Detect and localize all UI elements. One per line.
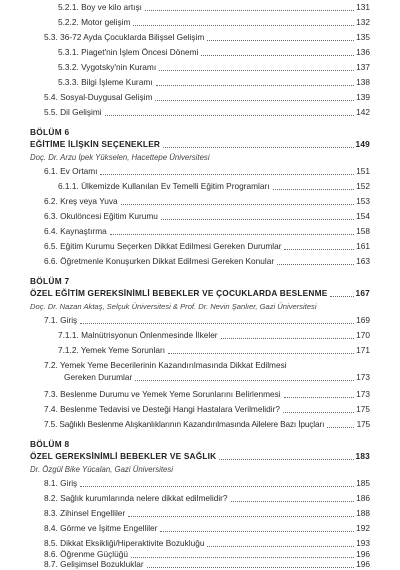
leader-dots: [155, 100, 354, 101]
leader-dots: [231, 501, 354, 502]
entry-page: 136: [356, 47, 370, 57]
entry-title: 8.1. Giriş: [44, 478, 78, 488]
toc-entry[interactable]: [44, 226, 370, 237]
leader-dots: [161, 219, 354, 220]
chapter-label: BÖLÜM 8: [30, 439, 70, 449]
leader-dots: [80, 323, 354, 324]
entry-title: 8.4. Görme ve İşitme Engelliler: [44, 523, 158, 533]
entry-page: 135: [356, 32, 370, 42]
toc-entry[interactable]: [64, 372, 370, 383]
leader-dots: [207, 546, 354, 547]
entry-page: 173: [356, 389, 370, 399]
leader-dots: [201, 55, 354, 56]
chapter-label: BÖLÜM 6: [30, 127, 70, 137]
leader-dots: [145, 10, 354, 11]
toc-entry[interactable]: [44, 241, 370, 252]
leader-dots: [168, 353, 354, 354]
leader-dots: [121, 204, 354, 205]
toc-entry[interactable]: [58, 77, 370, 88]
entry-page: 152: [356, 181, 370, 191]
entry-title: 6.1. Ev Ortamı: [44, 166, 98, 176]
leader-dots: [327, 427, 354, 428]
chapter-page: 149: [355, 139, 370, 149]
entry-title: 7.4. Beslenme Tedavisi ve Desteği Hangi Hastalara Verilmelidir?: [44, 404, 280, 414]
leader-dots: [135, 380, 354, 381]
leader-dots: [110, 234, 354, 235]
entry-page: 132: [356, 17, 370, 27]
entry-title: 8.6. Öğrenme Güçlüğü: [44, 549, 128, 559]
toc-entry[interactable]: [44, 538, 370, 549]
leader-dots: [284, 249, 354, 250]
chapter-title[interactable]: [30, 451, 370, 462]
leader-dots: [147, 567, 354, 568]
entry-title: 8.3. Zihinsel Engelliler: [44, 508, 126, 518]
toc-entry[interactable]: [44, 478, 370, 489]
entry-page: 171: [356, 345, 370, 355]
toc-entry[interactable]: [58, 181, 370, 192]
leader-dots: [128, 516, 354, 517]
entry-title: 6.3. Okulöncesi Eğitim Kurumu: [44, 211, 158, 221]
entry-title: 5.2.1. Boy ve kilo artışı: [58, 2, 142, 12]
entry-title: 5.3. 36-72 Ayda Çocuklarda Bilişsel Gelişim: [44, 32, 205, 42]
toc-entry[interactable]: [44, 404, 370, 415]
entry-title: 6.1.1. Ülkemizde Kullanılan Ev Temelli Eğitim Programları: [58, 181, 270, 191]
entry-title: 6.5. Eğitim Kurumu Seçerken Dikkat Edilmesi Gereken Durumlar: [44, 241, 282, 251]
toc-entry[interactable]: [44, 196, 370, 207]
entry-title: 5.3.3. Bilgi İşleme Kuramı: [58, 77, 153, 87]
entry-title: Gereken Durumlar: [64, 372, 133, 382]
entry-page: 192: [356, 523, 370, 533]
entry-page: 186: [356, 493, 370, 503]
entry-page: 196: [356, 549, 370, 559]
entry-page: 139: [356, 92, 370, 102]
entry-page: 196: [356, 559, 370, 569]
toc-entry[interactable]: [58, 62, 370, 73]
entry-title: 5.3.2. Vygotsky'nin Kuramı: [58, 62, 157, 72]
entry-title: 5.3.1. Piaget'nin İşlem Öncesi Dönemi: [58, 47, 199, 57]
toc-entry[interactable]: [58, 345, 370, 356]
chapter-page: 183: [355, 451, 370, 461]
entry-title: 7.1.1. Malnütrisyonun Önlenmesinde İlkeler: [58, 330, 218, 340]
entry-title: 7.2. Yemek Yeme Becerilerinin Kazandırılmasında Dikkat Edilmesi: [44, 360, 287, 370]
toc-entry[interactable]: [58, 330, 370, 341]
leader-dots: [284, 397, 354, 398]
leader-dots: [80, 486, 354, 487]
leader-dots: [160, 531, 354, 532]
chapter-title-text: EĞİTİME İLİŞKİN SEÇENEKLER: [30, 139, 161, 149]
leader-dots: [105, 115, 354, 116]
leader-dots: [100, 174, 354, 175]
toc-entry[interactable]: [44, 166, 370, 177]
entry-page: 175: [356, 419, 370, 429]
entry-page: 153: [356, 196, 370, 206]
chapter-authors: Dr. Özgül Bike Yücalan, Gazi Üniversitesi: [30, 465, 173, 474]
entry-page: 161: [356, 241, 370, 251]
leader-dots: [159, 70, 354, 71]
entry-page: 151: [356, 166, 370, 176]
leader-dots: [330, 296, 353, 297]
entry-page: 154: [356, 211, 370, 221]
chapter-authors: Doç. Dr. Nazan Aktaş, Selçuk Üniversitesi & Prof. Dr. Nevin Şanlıer, Gazi Üniversitesi: [30, 302, 317, 311]
toc-entry[interactable]: [44, 493, 370, 504]
leader-dots: [273, 189, 354, 190]
toc-entry[interactable]: [44, 389, 370, 400]
entry-title: 7.1. Giriş: [44, 315, 78, 325]
entry-page: 175: [356, 404, 370, 414]
entry-title: 5.2.2. Motor gelişim: [58, 17, 131, 27]
leader-dots: [283, 412, 354, 413]
entry-title: 8.7. Gelişimsel Bozukluklar: [44, 559, 144, 569]
toc-entry[interactable]: [44, 559, 370, 570]
entry-title: 8.2. Sağlık kurumlarında nelere dikkat edilmelidir?: [44, 493, 228, 503]
chapter-title[interactable]: [30, 139, 370, 150]
entry-page: 142: [356, 107, 370, 117]
toc-entry[interactable]: [58, 2, 370, 13]
entry-page: 131: [356, 2, 370, 12]
leader-dots: [163, 147, 353, 148]
entry-page: 163: [356, 256, 370, 266]
entry-page: 137: [356, 62, 370, 72]
toc-entry[interactable]: [44, 107, 370, 118]
entry-title: 6.4. Kaynaştırma: [44, 226, 107, 236]
toc-entry[interactable]: [44, 419, 370, 430]
leader-dots: [219, 459, 353, 460]
leader-dots: [277, 264, 354, 265]
leader-dots: [207, 40, 354, 41]
entry-title: 6.2. Kreş veya Yuva: [44, 196, 118, 206]
entry-title: 7.1.2. Yemek Yeme Sorunları: [58, 345, 166, 355]
toc-entry[interactable]: [44, 256, 370, 267]
chapter-authors: Doç. Dr. Arzu İpek Yükselen, Hacettepe Üniversitesi: [30, 153, 210, 162]
entry-page: 170: [356, 330, 370, 340]
toc-entry[interactable]: [58, 17, 370, 28]
leader-dots: [133, 25, 354, 26]
leader-dots: [221, 338, 354, 339]
toc-entry[interactable]: [58, 47, 370, 58]
toc-entry[interactable]: [44, 32, 370, 43]
entry-title: 6.6. Öğretmenle Konuşurken Dikkat Edilmesi Gereken Konular: [44, 256, 275, 266]
chapter-title-text: ÖZEL EĞİTİM GEREKSİNİMLİ BEBEKLER VE ÇOCUKLARDA BESLENME: [30, 288, 328, 298]
leader-dots: [156, 85, 354, 86]
entry-page: 138: [356, 77, 370, 87]
entry-title: 5.4. Sosyal-Duygusal Gelişim: [44, 92, 153, 102]
entry-page: 173: [356, 372, 370, 382]
chapter-page: 167: [355, 288, 370, 298]
toc-entry[interactable]: [44, 508, 370, 519]
entry-title: 7.5. Sağlıklı Beslenme Alışkanlıklarının Kazandırılmasında Ailelere Bazı İpuçları: [44, 419, 325, 429]
toc-entry[interactable]: [44, 211, 370, 222]
chapter-label: BÖLÜM 7: [30, 276, 70, 286]
chapter-title-text: ÖZEL GEREKSİNİMLİ BEBEKLER VE SAĞLIK: [30, 451, 217, 461]
entry-title: 8.5. Dikkat Eksikliği/Hiperaktivite Bozukluğu: [44, 538, 205, 548]
entry-title: 5.5. Dil Gelişimi: [44, 107, 102, 117]
toc-entry[interactable]: [44, 92, 370, 103]
chapter-title[interactable]: [30, 288, 370, 299]
leader-dots: [131, 557, 354, 558]
entry-page: 185: [356, 478, 370, 488]
toc-entry[interactable]: [44, 360, 370, 371]
toc-entry[interactable]: [44, 523, 370, 534]
toc-entry[interactable]: [44, 315, 370, 326]
entry-page: 169: [356, 315, 370, 325]
entry-page: 158: [356, 226, 370, 236]
entry-title: 7.3. Beslenme Durumu ve Yemek Yeme Sorunlarını Belirlenmesi: [44, 389, 281, 399]
entry-page: 193: [356, 538, 370, 548]
entry-page: 188: [356, 508, 370, 518]
